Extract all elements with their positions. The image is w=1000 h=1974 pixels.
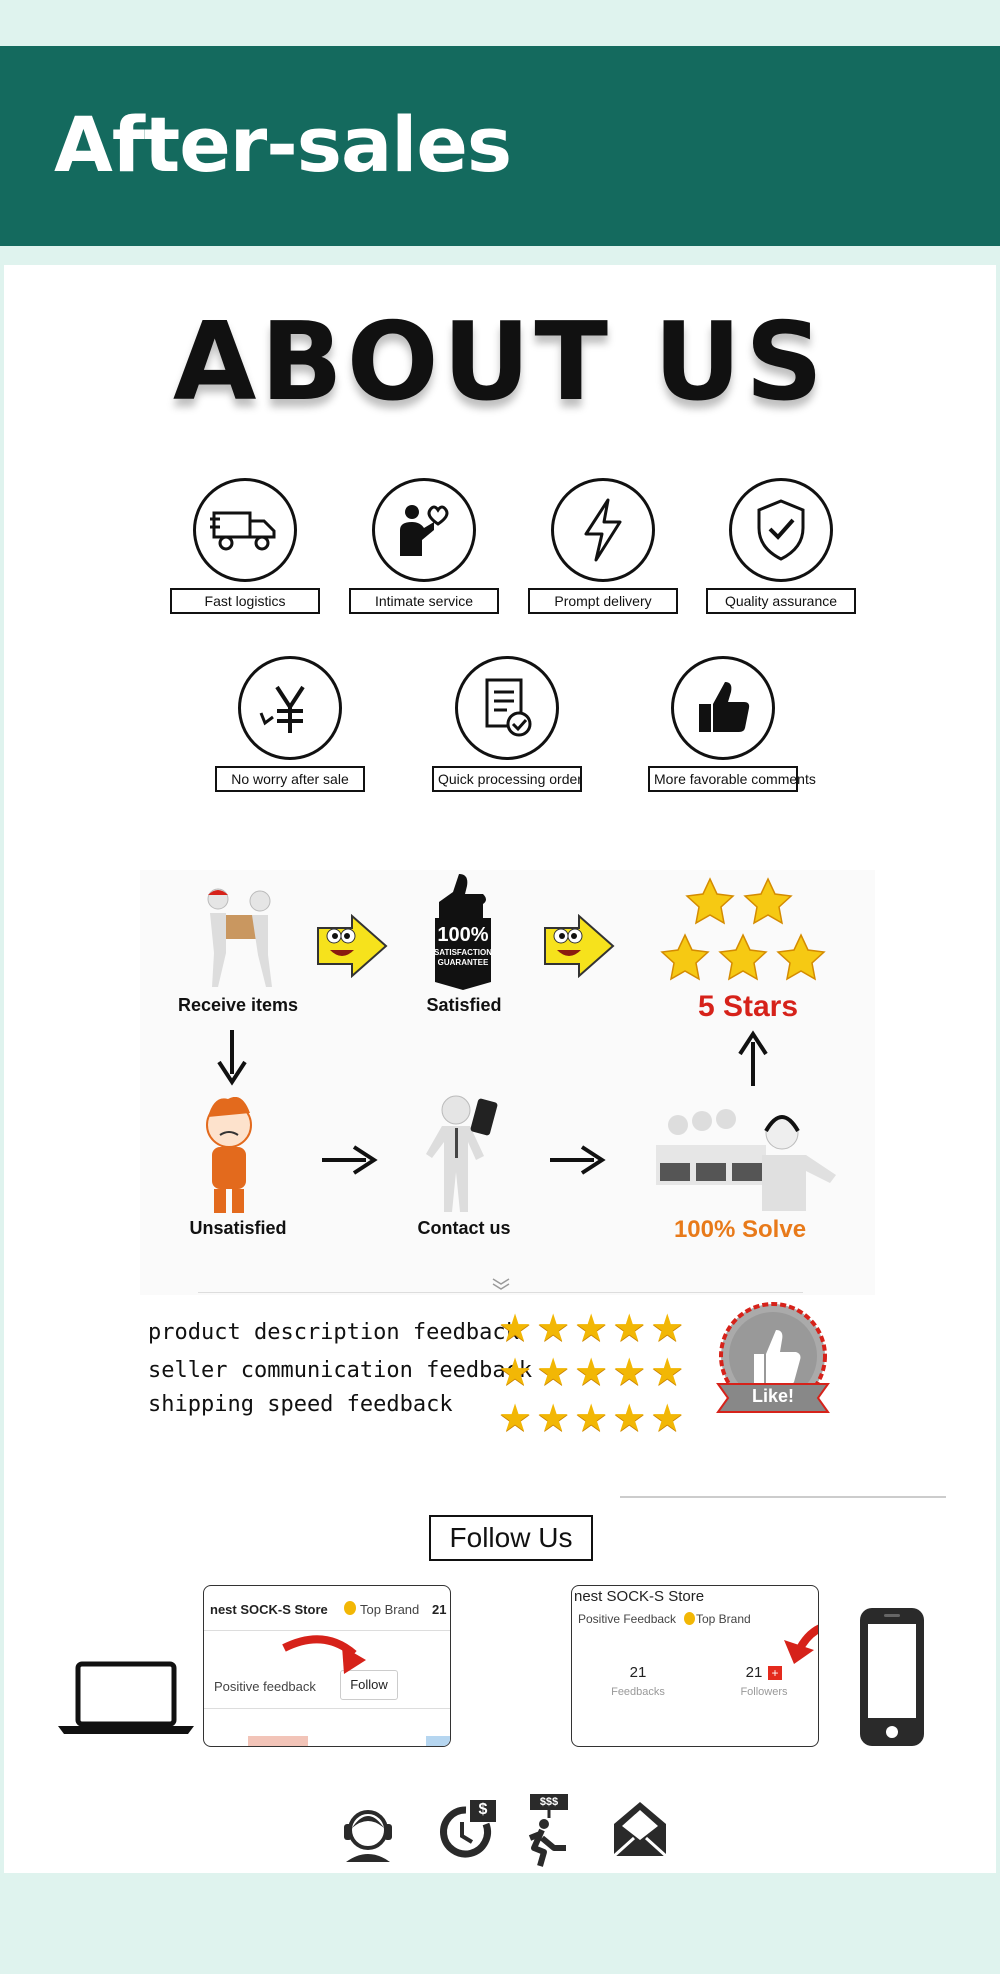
money-sign-board: $$$ — [530, 1794, 568, 1810]
unsatisfied-person-icon — [196, 1097, 262, 1217]
product-thumbnail — [426, 1736, 450, 1746]
flow-satisfied: Satisfied — [426, 995, 502, 1015]
arrow-up-icon — [736, 1030, 770, 1086]
star-rating-row: ★★★★★ — [498, 1398, 689, 1440]
followers-count: 21 — [745, 1664, 763, 1681]
top-brand-icon — [344, 1601, 356, 1615]
arrow-right-icon — [550, 1143, 606, 1177]
lightning-icon — [551, 478, 655, 582]
follow-us-heading: Follow Us — [429, 1515, 593, 1561]
arrow-down-icon — [215, 1030, 249, 1086]
envelope-icon — [610, 1800, 670, 1860]
running-person-icon — [526, 1792, 576, 1868]
smartphone-icon — [858, 1606, 926, 1748]
truck-icon — [193, 478, 297, 582]
money-runner-icon — [526, 1792, 576, 1868]
shield-check-icon — [729, 478, 833, 582]
feature-label: Prompt delivery — [528, 588, 678, 614]
flow-receive-items: Receive items — [177, 995, 299, 1015]
feature-label: No worry after sale — [215, 766, 365, 792]
thumbs-up-icon — [671, 656, 775, 760]
red-arrow-icon — [772, 1618, 819, 1668]
product-thumbnail — [248, 1736, 308, 1746]
feedback-description: product description feedback — [148, 1320, 519, 1345]
page-title: After-sales — [54, 100, 512, 189]
red-arrow-icon — [282, 1632, 372, 1676]
about-us-heading: ABOUT US — [172, 300, 828, 425]
feature-after-sale — [215, 656, 365, 792]
feature-label: Quick processing order — [432, 766, 582, 792]
arrow-right-icon — [322, 1143, 378, 1177]
document-check-icon — [455, 656, 559, 760]
star-rating-row: ★★★★★ — [498, 1352, 689, 1394]
feedbacks-count: 21 — [629, 1664, 647, 1681]
like-badge-text: Like! — [751, 1386, 794, 1406]
top-brand-label: Top Brand — [696, 1612, 751, 1626]
divider — [198, 1292, 803, 1293]
feature-fast-logistics — [170, 478, 320, 614]
feature-quality-assurance — [706, 478, 856, 614]
support-team-icon — [650, 1105, 850, 1217]
feedback-shipping: shipping speed feedback — [148, 1392, 453, 1417]
follower-count: 21 — [432, 1602, 447, 1617]
feature-prompt-delivery — [528, 478, 678, 614]
flow-five-stars: 5 Stars — [697, 990, 799, 1023]
feature-label: Intimate service — [349, 588, 499, 614]
flow-solve: 100% Solve — [673, 1216, 807, 1243]
badge-line1: SATISFACTION — [433, 948, 493, 957]
store-name: nest SOCK-S Store — [210, 1602, 328, 1617]
flow-contact-us: Contact us — [417, 1218, 511, 1238]
feature-intimate-service — [349, 478, 499, 614]
dollar-sign: $ — [478, 1801, 488, 1818]
feature-favorable-comments — [648, 656, 816, 792]
satisfaction-badge — [431, 872, 495, 992]
feedbacks-label: Feedbacks — [611, 1686, 665, 1698]
badge-percent: 100% — [437, 924, 489, 946]
top-brand-icon — [684, 1612, 695, 1625]
mobile-store-card[interactable] — [571, 1585, 819, 1747]
yen-refund-icon — [238, 656, 342, 760]
card-divider — [204, 1708, 450, 1709]
laptop-icon — [56, 1660, 196, 1740]
arrow-smiley-icon — [316, 914, 388, 978]
customer-support-icon — [336, 1800, 400, 1864]
badge-line2: GUARANTEE — [437, 958, 489, 967]
feature-label: More favorable comments — [648, 766, 798, 792]
feature-label: Quality assurance — [706, 588, 856, 614]
feature-quick-order — [432, 656, 582, 792]
feature-label: Fast logistics — [170, 588, 320, 614]
fast-refund-icon — [430, 1796, 500, 1862]
store-name: nest SOCK-S Store — [574, 1588, 705, 1605]
arrow-smiley-icon — [543, 914, 615, 978]
positive-feedback-dropdown[interactable]: Positive feedback — [214, 1679, 316, 1694]
phone-person-icon — [418, 1092, 508, 1217]
delivery-people-icon — [188, 885, 288, 990]
flow-unsatisfied: Unsatisfied — [189, 1218, 287, 1238]
desktop-store-card[interactable] — [203, 1585, 451, 1747]
top-brand-label: Top Brand — [360, 1602, 420, 1617]
card-divider — [204, 1630, 450, 1631]
chevron-down-icon — [490, 1276, 512, 1290]
separator-line — [620, 1496, 946, 1498]
plus-follow-icon[interactable]: + — [768, 1666, 782, 1680]
followers-label: Followers — [740, 1686, 788, 1698]
star-rating-row: ★★★★★ — [498, 1308, 689, 1350]
follow-button[interactable]: Follow — [340, 1670, 398, 1700]
service-person-icon — [372, 478, 476, 582]
five-stars-icon — [655, 875, 830, 990]
feedback-communication: seller communication feedback — [148, 1358, 533, 1383]
positive-feedback-label: Positive Feedback — [578, 1612, 677, 1626]
